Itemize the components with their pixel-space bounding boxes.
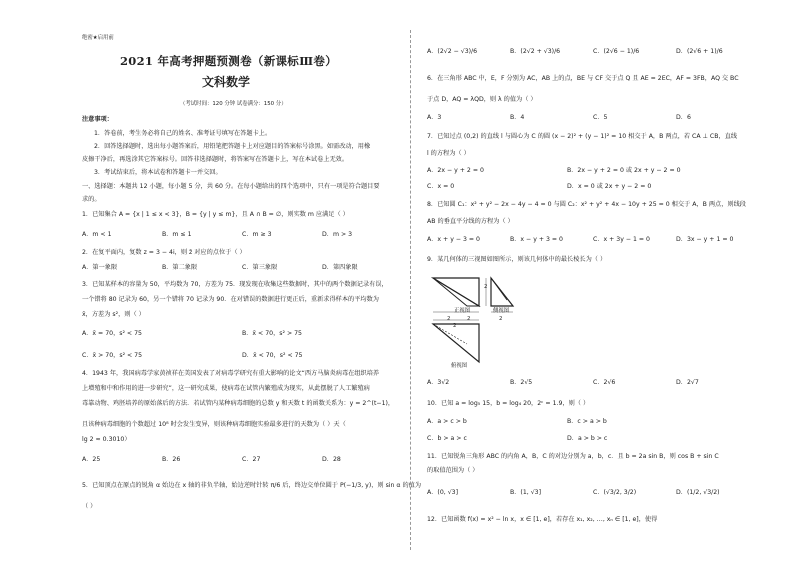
dimension-label: 2 bbox=[484, 284, 488, 290]
dimension-label: 2 bbox=[453, 323, 457, 329]
question-3: 3．已知某样本的容量为 50，平均数为 70，方差为 75．现发现在收集这些数据时，其中的两个数据记录有误， bbox=[82, 281, 388, 288]
option-b[interactable]: B．x − y + 3 = 0 bbox=[510, 236, 563, 243]
top-view-hidden-edge bbox=[433, 324, 467, 344]
option-b[interactable]: B．第二象限 bbox=[162, 264, 198, 271]
option-b[interactable]: B．2x − y + 2 = 0 或 2x + y − 2 = 0 bbox=[567, 167, 681, 174]
question-4-line: 且该种病毒细胞的个数超过 10⁸ 时会发生变异，则该种病毒细胞实验最多进行的天数为（ ）天（ bbox=[82, 421, 346, 428]
left-column bbox=[82, 0, 422, 562]
question-11: 11．已知锐角三角形 ABC 的内角 A，B，C 的对边分别为 a，b，c．且 b = 2a sin B，则 cos B + sin C bbox=[427, 453, 719, 460]
exam-info: （考试时间：120 分钟 试卷满分：150 分） bbox=[180, 101, 287, 107]
option-d[interactable]: D．m > 3 bbox=[322, 231, 353, 238]
column-divider bbox=[410, 30, 411, 550]
question-8: 8．已知圆 C₁：x² + y² − 2x − 4y − 4 = 0 与圆 C₂：x² + y² + 4x − 10y + 25 = 0 相交于 A，B 两点，则线段 bbox=[427, 201, 746, 208]
option-c[interactable]: C．(2√6 − 1)/6 bbox=[593, 48, 640, 55]
option-b[interactable]: B．m ≤ 1 bbox=[162, 231, 192, 238]
notice-heading: 注意事项： bbox=[82, 116, 113, 123]
dimension-label: 2 bbox=[467, 316, 471, 322]
question-2: 2．在复平面内，复数 z = 3 − 4i，则 z̄ 对应的点位于（ ） bbox=[82, 249, 246, 256]
option-c[interactable]: C．2√6 bbox=[593, 379, 616, 386]
option-d[interactable]: D．x̄ < 70，s² < 75 bbox=[242, 352, 303, 359]
option-a[interactable]: A．25 bbox=[82, 456, 101, 463]
question-12: 12．已知函数 f(x) = x² − ln x，x ∈ [1, e]，若存在 x₁, x₂, …, xₙ ∈ [1, e]，使得 bbox=[427, 516, 658, 523]
option-d[interactable]: D．a > b > c bbox=[567, 435, 608, 442]
side-view-label: 侧视图 bbox=[493, 308, 510, 314]
option-a[interactable]: A．a > c > b bbox=[427, 418, 467, 425]
option-d[interactable]: D．(1/2, √3/2) bbox=[676, 489, 720, 496]
question-9: 9．某几何体的三视图如图所示，则该几何体中的最长棱长为（ ） bbox=[427, 256, 607, 263]
option-a[interactable]: A．2x − y + 2 = 0 bbox=[427, 167, 484, 174]
notice-item: 2．回答选择题时，选出每小题答案后，用铅笔把答题卡上对应题目的答案标号涂黑。如需改动，用橡 bbox=[94, 143, 371, 150]
option-d[interactable]: D．第四象限 bbox=[322, 264, 358, 271]
option-c[interactable]: C．x + 3y − 1 = 0 bbox=[593, 236, 650, 243]
option-a[interactable]: A．(2√2 − √3)/6 bbox=[427, 48, 478, 55]
option-a[interactable]: A．3√2 bbox=[427, 379, 450, 386]
question-4-line: lg 2 ≈ 0.3010） bbox=[82, 436, 131, 443]
question-6: 6．在三角形 ABC 中，E，F 分别为 AC，AB 上的点，BE 与 CF 交于点 Q 且 AE = 2EC，AF = 3FB，AQ 交 BC bbox=[427, 75, 739, 82]
option-a[interactable]: A．x̄ = 70，s² < 75 bbox=[82, 330, 142, 337]
three-view-figure bbox=[427, 270, 537, 370]
option-c[interactable]: C．27 bbox=[242, 456, 261, 463]
option-c[interactable]: C．(√3/2, 3/2) bbox=[593, 489, 637, 496]
notice-item: 皮擦干净后，再选涂其它答案标号。回答非选择题时，将答案写在答题卡上，写在本试卷上无效。 bbox=[82, 156, 349, 163]
option-b[interactable]: B．(2√2 + √3)/6 bbox=[510, 48, 561, 55]
option-b[interactable]: B．(1, √3] bbox=[510, 489, 542, 496]
question-3-line: 一个错将 80 记录为 60，另一个错将 70 记录为 90．在对错误的数据进行更正后，重新求得样本的平均数为 bbox=[82, 296, 379, 303]
section-heading: 求的。 bbox=[82, 196, 101, 203]
option-b[interactable]: B．c > a > b bbox=[567, 418, 607, 425]
side-view-edge bbox=[491, 278, 507, 300]
option-a[interactable]: A．第一象限 bbox=[82, 264, 118, 271]
option-b[interactable]: B．26 bbox=[162, 456, 181, 463]
subject-title: 文科数学 bbox=[202, 75, 251, 89]
question-4-line: 毒靠动物、鸡胚培养的原始落后的方法．若试管内某种病毒细胞的总数 y 和天数 t 的函数关系为：y = 2^(t−1)， bbox=[82, 400, 395, 407]
question-3-line: x̄，方差为 s²，则（ ） bbox=[82, 311, 145, 318]
option-b[interactable]: B．x̄ < 70，s² > 75 bbox=[242, 330, 302, 337]
option-a[interactable]: A．(0, √3] bbox=[427, 489, 458, 496]
front-view-label: 正视图 bbox=[454, 308, 471, 314]
option-d[interactable]: D．(2√6 + 1)/6 bbox=[676, 48, 723, 55]
option-b[interactable]: B．2√5 bbox=[510, 379, 533, 386]
question-5: 5．已知顶点在原点的锐角 α 始边在 x 轴的非负半轴，始边逆时针转 π/6 后，终边交单位圆于 P(−1/3, y)，则 sin α 的值为 bbox=[82, 482, 422, 489]
question-10: 10．已知 a = log₅ 15，b = log₄ 20，2ᶜ = 1.9，则（ ） bbox=[427, 400, 590, 407]
question-4-line: 上增殖和中和作用的进一步研究”，这一研究成果，使病毒在试管内繁殖成为现实，从此摆脱了人工繁殖病 bbox=[82, 385, 370, 392]
dimension-label: 2 bbox=[499, 316, 503, 322]
option-b[interactable]: B．4 bbox=[510, 114, 525, 121]
exam-title: 2021 年高考押题预测卷（新课标Ⅲ卷） bbox=[120, 54, 338, 68]
section-heading: 一、选择题：本题共 12 小题，每小题 5 分，共 60 分。在每小题给出的四个选项中，只有一项是符合题目要 bbox=[82, 183, 380, 190]
question-7: 7．已知过点 (0,2) 的直线 l 与圆心为 C 的圆 (x − 2)² + (y − 1)² = 10 相交于 A，B 两点，若 CA ⊥ CB，直线 bbox=[427, 133, 738, 140]
top-view-label: 俯视图 bbox=[451, 363, 468, 369]
notice-item: 1．答卷前，考生务必将自己的姓名、准考证号填写在答题卡上。 bbox=[94, 130, 272, 137]
question-6-line: 于点 D，AQ = λQD，则 λ 的值为（ ） bbox=[427, 96, 537, 103]
question-5-line: （ ） bbox=[82, 503, 97, 510]
option-d[interactable]: D．28 bbox=[322, 456, 341, 463]
option-a[interactable]: A．m < 1 bbox=[82, 231, 112, 238]
question-7-line: l 的方程为（ ） bbox=[427, 150, 470, 157]
option-c[interactable]: C．x = 0 bbox=[427, 183, 455, 190]
option-d[interactable]: D．3x − y + 1 = 0 bbox=[676, 236, 734, 243]
secret-mark: 绝密★启用前 bbox=[82, 35, 114, 41]
option-c[interactable]: C．5 bbox=[593, 114, 608, 121]
question-1: 1．已知集合 A = {x | 1 ≤ x < 3}，B = {y | y ≤ m}，且 A ∩ B = ∅，则实数 m 应满足（ ） bbox=[82, 211, 349, 218]
option-c[interactable]: C．m ≥ 3 bbox=[242, 231, 272, 238]
option-c[interactable]: C．第三象限 bbox=[242, 264, 278, 271]
front-view-edge bbox=[433, 278, 479, 306]
option-a[interactable]: A．3 bbox=[427, 114, 442, 121]
option-a[interactable]: A．x + y − 3 = 0 bbox=[427, 236, 480, 243]
notice-item: 3．考试结束后，将本试卷和答题卡一并交回。 bbox=[94, 169, 222, 176]
option-c[interactable]: C．x̄ > 70，s² < 75 bbox=[82, 352, 143, 359]
option-d[interactable]: D．x = 0 或 2x + y − 2 = 0 bbox=[567, 183, 652, 190]
dimension-label: 2 bbox=[447, 316, 451, 322]
option-d[interactable]: D．6 bbox=[676, 114, 691, 121]
question-8-line: AB 的垂直平分线的方程为（ ） bbox=[427, 218, 514, 225]
question-4: 4．1943 年，我国病毒学家黄祯祥在美国发表了对病毒学研究有重大影响的论文“西方马脑炎病毒在组织培养 bbox=[82, 370, 380, 377]
option-c[interactable]: C．b > a > c bbox=[427, 435, 467, 442]
option-d[interactable]: D．2√7 bbox=[676, 379, 699, 386]
question-11-line: 的取值范围为（ ） bbox=[427, 467, 479, 474]
right-column bbox=[427, 0, 759, 562]
